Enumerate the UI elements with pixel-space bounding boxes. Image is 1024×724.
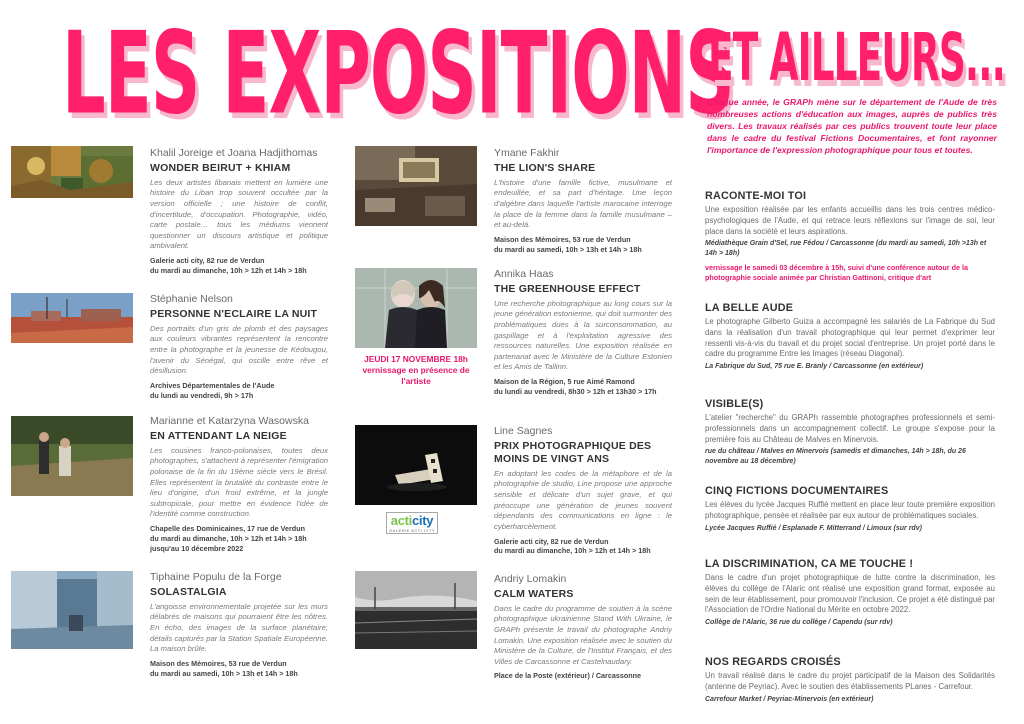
expo-solastalgia [150, 571, 328, 678]
venue-hours: du mardi au dimanche, 10h > 12h et 14h > 18h [150, 265, 307, 275]
thumbnail-solastalgia [11, 571, 133, 649]
expo-title: PERSONNE N'ECLAIRE LA NUIT [150, 307, 318, 320]
expo-title: CALM WATERS [494, 587, 574, 600]
ailleurs-venue: Carrefour Market / Peyriac-Minervois (en extérieur) [705, 695, 874, 703]
ailleurs-description: Les élèves du lycée Jacques Ruffié mettent en place leur toute première exposition photographique, pensée et réalisée par eux autour de problématiques sociales. [705, 500, 995, 520]
expo-title: THE GREENHOUSE EFFECT [494, 282, 641, 295]
expo-description: L'angoisse environnementale projetée sur les murs délabrés de maisons qui pourraient être les nôtres. En écho, des images de la surface planétaire, détails capturés par la Station Spatiale Européenne. La maison brûle. [150, 601, 328, 654]
ailleurs-belle-aude [705, 302, 995, 372]
expo-wonder-beirut [150, 147, 328, 276]
expo-prix-photo [494, 425, 672, 556]
expo-venue [494, 377, 672, 396]
thumbnail-attendant-neige [11, 416, 133, 496]
expo-greenhouse [494, 268, 672, 397]
ailleurs-venue: Médiathèque Grain d'Sel, rue Fédou / Carcassonne (du mardi au samedi, 10h >13h et 14h > 18h) [705, 240, 987, 257]
vernissage-date: JEUDI 17 NOVEMBRE 18h [364, 354, 468, 364]
venue-hours: du mardi au samedi, 10h > 13h et 14h > 18h [494, 244, 642, 254]
ailleurs-raconte-moi [705, 190, 995, 282]
logo-wordmark: acticity [390, 513, 434, 528]
expo-description: Les deux artistes libanais mettent en lumière une histoire du Liban trop souvent occultée par la version officielle ; une histoire de conflit, d'incertitude, d'occupation. Photographie, vidéo, carte postale… tous les médiums viennent questionner un discours artistique et politique ambivalent. [150, 177, 328, 251]
expo-calm-waters [494, 573, 672, 681]
expo-venue [494, 671, 672, 681]
expo-description: Dans le cadre du programme de soutien à la scène photographique ukrainienne Stand With Ukraine, le GRAPh présente le travail du photographe Andriy Lomakin. Une exposition réalisée avec le soutien du Ministère de la Culture, de l'Institut Français, et des Villes de Carcassonne et Castelnaudary. [494, 603, 672, 666]
venue-hours: du mardi au dimanche, 10h > 12h et 14h > 18h [150, 533, 307, 543]
thumbnail-wonder-beirut [11, 146, 133, 198]
main-title: LES EXPOSITIONS [62, 9, 734, 140]
venue-hours: du mardi au dimanche, 10h > 12h et 14h > 18h [494, 546, 651, 556]
venue-address: Archives Départementales de l'Aude [150, 380, 275, 390]
ailleurs-title: CINQ FICTIONS DOCUMENTAIRES [705, 485, 889, 497]
ailleurs-description: L'atelier "recherche" du GRAPh rassemble photographes professionnels et semi-professionnels dans un accompagnement collectif. Le groupe s'expose pour la première fois au Château de Malves en Minervois. [705, 413, 995, 444]
expo-title: SOLASTALGIA [150, 585, 227, 598]
venue-address: Galerie acti city, 82 rue de Verdun [494, 536, 609, 546]
venue-hours: du lundi au vendredi, 8h30 > 12h et 13h30 > 17h [494, 386, 657, 396]
venue-address: Galerie acti city, 82 rue de Verdun [150, 256, 265, 266]
thumbnail-prix-photo [355, 425, 477, 505]
logo-subtitle: GALERIE ACTI CITY [388, 528, 436, 533]
ailleurs-description: Dans le cadre d'un projet photographique de lutte contre la discrimination, les élèves du collège de l'Alaric ont réalisé une exposition grand format, exposée au sein de leur établissement, pour promouvoir l'inclusion. Ce projet a été distingué par l'Association de l'Ordre National du Mérite en octobre 2022. [705, 573, 995, 615]
artist-name: Ymane Fakhir [494, 147, 560, 159]
ailleurs-description: Le photographe Gilberto Guiza a accompagné les salariés de La Fabrique du Sud dans la réalisation d'un travail photographique qui leur permet d'exprimer leur ressenti vis-à-vis du travail et du projet social d'entreprise. Un projet porté dans le cadre du programme Entre les Images (réseau Diagonal). [705, 317, 995, 359]
vernissage-note [357, 354, 475, 387]
expo-personne-eclaire [150, 293, 328, 400]
thumbnail-greenhouse [355, 268, 477, 348]
ailleurs-venue: La Fabrique du Sud, 75 rue E. Branly / Carcassonne (en extérieur) [705, 363, 924, 370]
artist-name: Tiphaine Populu de la Forge [150, 571, 282, 583]
artist-name: Line Sagnes [494, 425, 553, 437]
expo-title: PRIX PHOTOGRAPHIQUE DES MOINS DE VINGT ANS [494, 439, 652, 465]
ailleurs-venue: rue du château / Malves en Minervois (samedis et dimanches, 14h > 18h, du 26 novembre au 18 décembre) [705, 448, 966, 465]
expo-description: Une recherche photographique au long cours sur la jeune génération estonienne, qui doit surmonter des problématiques dues à la surconsommation, au gaspillage et à l'exploitation agressive des ressources naturelles. Une exposition réalisée en partenariat avec le Ministère de la Culture Estonien et les Amis de Tallinn. [494, 298, 672, 372]
expo-title: EN ATTENDANT LA NEIGE [150, 429, 287, 442]
vernissage-detail: vernissage en présence de l'artiste [362, 364, 470, 386]
venue-end-date: jusqu'au 10 décembre 2022 [150, 543, 244, 553]
venue-hours: du lundi au vendredi, 9h > 17h [150, 390, 254, 400]
ailleurs-venue: Lycée Jacques Ruffié / Esplanade F. Mitterrand / Limoux (sur rdv) [705, 524, 922, 532]
expo-venue [494, 537, 672, 556]
ailleurs-visibles [705, 398, 995, 467]
expo-description: L'histoire d'une famille fictive, musulmane et endeuillée, et sa part d'héritage. Une leçon d'algèbre dans laquelle l'artiste marocaine interroge la place de la femme dans la famille musulmane – et au-delà. [494, 177, 672, 230]
expo-description: Des portraits d'un gris de plomb et des paysages aux couleurs vibrantes représentent la rencontre entre la photographe et la jeunesse de Kédougou, l'avenir du Sénégal, qui oscille entre rêve et désillusion. [150, 323, 328, 376]
expo-venue [150, 524, 328, 553]
venue-address: Maison de la Région, 5 rue Aimé Ramond [494, 377, 635, 387]
thumbnail-calm-waters [355, 571, 477, 649]
acti-city-logo [386, 512, 438, 534]
expo-description: En adoptant les codes de la métaphore et de la photographie de studio, Line propose une approche sensible et délicate d'un sujet grave, et qui préoccupe une génération de jeunes souvent dépendants des communications en ligne : le cyberharcèlement. [494, 468, 672, 531]
ailleurs-discrimination [705, 558, 995, 628]
expo-title: WONDER BEIRUT + KHIAM [150, 161, 291, 174]
thumbnail-lions-share [355, 146, 477, 226]
expo-description: Les cousines franco-polonaises, toutes deux photographes, s'attachent à représenter l'émigration polonaise de la fin du 19ème siècle vers le Brésil. Elles représentent la brutalité du contraste entre le lieu d'origine, d'un froid extrême, et la jungle subtropicale, pour mettre en évidence l'idée de l'identité comme construction. [150, 445, 328, 519]
expo-title: THE LION'S SHARE [494, 161, 596, 174]
ailleurs-title: LA BELLE AUDE [705, 302, 794, 314]
ailleurs-regards-croises [705, 656, 995, 704]
ailleurs-cinq-fictions [705, 485, 995, 533]
venue-address: Maison des Mémoires, 53 rue de Verdun [150, 658, 287, 668]
intro-text: Chaque année, le GRAPh mène sur le département de l'Aude de très nombreuses actions d'éducation aux images, auprès de publics très divers. Les travaux réalisés par ces publics trouvent toute leur place dans le cadre du festival Fictions Documentaires, et font rayonner l'importance de l'expression photographique pour tous et toutes. [707, 97, 997, 156]
venue-address: Chapelle des Dominicaines, 17 rue de Verdun [150, 524, 305, 534]
expo-venue [150, 659, 328, 678]
ailleurs-vernissage-note: vernissage le samedi 03 décembre à 15h, suivi d'une conférence autour de la photographie sociale animée par Christian Gattinoni, critique d'art [705, 262, 968, 282]
expo-venue [150, 381, 328, 400]
thumbnail-personne-eclaire [11, 293, 133, 343]
artist-name: Marianne et Katarzyna Wasowska [150, 415, 309, 427]
venue-address: Maison des Mémoires, 53 rue de Verdun [494, 234, 631, 244]
expo-attendant-neige [150, 415, 328, 553]
ailleurs-venue: Collège de l'Alaric, 36 rue du collège / Capendu (sur rdv) [705, 619, 893, 626]
ailleurs-title: LA DISCRIMINATION, CA ME TOUCHE ! [705, 558, 914, 570]
expo-venue [150, 256, 328, 275]
artist-name: Stéphanie Nelson [150, 293, 233, 305]
ailleurs-description: Un travail réalisé dans le cadre du projet participatif de la Maison des Solidarités (antenne de Peyriac). Avec le soutien des établissements PLanes - Carrefour. [705, 671, 995, 691]
venue-address: Place de la Poste (extérieur) / Carcassonne [494, 671, 642, 681]
expo-venue [494, 235, 672, 254]
artist-name: Annika Haas [494, 268, 554, 280]
venue-hours: du mardi au samedi, 10h > 13h et 14h > 18h [150, 668, 298, 678]
expo-lions-share [494, 147, 672, 254]
artist-name: Khalil Joreige et Joana Hadjithomas [150, 147, 318, 159]
ailleurs-description: Une exposition réalisée par les enfants accueillis dans les trois centres médico-psychologiques de l'Aude, et qui retrace leurs réflexions sur l'image de soi, leur place dans la société et leurs aspirations. [705, 205, 995, 236]
ailleurs-title: NOS REGARDS CROISÉS [705, 656, 841, 668]
artist-name: Andriy Lomakin [494, 573, 567, 585]
ailleurs-title: VISIBLE(S) [705, 398, 764, 410]
side-title: ET AILLEURS... [708, 20, 1005, 97]
ailleurs-title: RACONTE-MOI TOI [705, 190, 807, 202]
